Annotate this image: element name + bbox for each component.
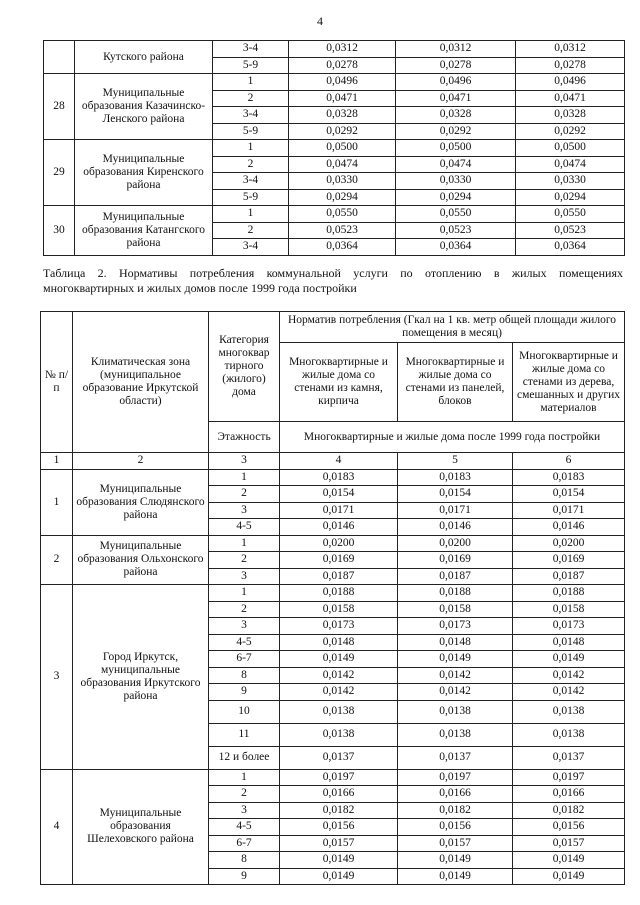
norm-value-4: 0,0149 (280, 651, 398, 668)
floors-cell: 3-4 (213, 107, 289, 124)
norm-value-6: 0,0188 (513, 585, 625, 602)
norm-value-5: 0,0312 (396, 41, 516, 58)
floors-cell: 3 (209, 502, 280, 519)
norm-value-6: 0,0138 (513, 700, 625, 723)
floors-cell: 5-9 (213, 123, 289, 140)
norm-value-4: 0,0142 (280, 667, 398, 684)
norm-value-6: 0,0550 (516, 206, 625, 223)
norm-value-6: 0,0173 (513, 618, 625, 635)
norm-value-6: 0,0149 (513, 852, 625, 869)
norm-value-6: 0,0312 (516, 41, 625, 58)
floors-cell: 1 (209, 469, 280, 486)
norm-value-5: 0,0182 (398, 802, 513, 819)
norm-value-4: 0,0197 (280, 769, 398, 786)
norm-value-5: 0,0471 (396, 90, 516, 107)
norm-value-4: 0,0294 (289, 189, 396, 206)
norm-value-5: 0,0149 (398, 868, 513, 885)
norm-value-5: 0,0157 (398, 835, 513, 852)
norm-value-5: 0,0173 (398, 618, 513, 635)
climate-zone: Муниципальные образования Шелеховского района (73, 769, 209, 885)
floors-cell: 1 (209, 769, 280, 786)
norm-value-4: 0,0137 (280, 746, 398, 769)
norm-value-4: 0,0182 (280, 802, 398, 819)
norm-value-4: 0,0138 (280, 723, 398, 746)
header-floors: Этажность (209, 422, 280, 453)
norm-value-4: 0,0138 (280, 700, 398, 723)
norm-value-4: 0,0169 (280, 552, 398, 569)
table-row (44, 74, 625, 91)
norm-value-6: 0,0169 (513, 552, 625, 569)
norm-value-4: 0,0158 (280, 601, 398, 618)
header-after-1999: Многоквартирные и жилые дома после 1999 года постройки (280, 422, 625, 453)
norm-value-4: 0,0148 (280, 634, 398, 651)
floors-cell: 9 (209, 684, 280, 701)
norm-value-6: 0,0156 (513, 819, 625, 836)
climate-zone: Муниципальные образования Катангского района (75, 206, 213, 256)
header-num: № п/п (41, 312, 73, 453)
norm-value-6: 0,0292 (516, 123, 625, 140)
norm-value-5: 0,0137 (398, 746, 513, 769)
norm-value-6: 0,0142 (513, 684, 625, 701)
header-number-6: 6 (513, 453, 625, 470)
table-row (44, 41, 625, 58)
norm-value-6: 0,0154 (513, 486, 625, 503)
floors-cell: 5-9 (213, 57, 289, 74)
norm-value-6: 0,0142 (513, 667, 625, 684)
norm-value-4: 0,0187 (280, 568, 398, 585)
norm-value-4: 0,0157 (280, 835, 398, 852)
floors-cell: 5-9 (213, 189, 289, 206)
norm-value-6: 0,0523 (516, 222, 625, 239)
floors-cell: 2 (209, 786, 280, 803)
norm-value-4: 0,0149 (280, 868, 398, 885)
norm-value-6: 0,0496 (516, 74, 625, 91)
floors-cell: 3 (209, 568, 280, 585)
floors-cell: 9 (209, 868, 280, 885)
floors-cell: 12 и более (209, 746, 280, 769)
norm-value-4: 0,0550 (289, 206, 396, 223)
norm-value-5: 0,0166 (398, 786, 513, 803)
norm-value-5: 0,0330 (396, 173, 516, 190)
norm-value-4: 0,0364 (289, 239, 396, 256)
floors-cell: 3-4 (213, 173, 289, 190)
row-number: 4 (41, 769, 73, 885)
climate-zone: Муниципальные образования Ольхонского района (73, 535, 209, 585)
norm-value-6: 0,0471 (516, 90, 625, 107)
norm-value-4: 0,0183 (280, 469, 398, 486)
norm-value-4: 0,0171 (280, 502, 398, 519)
floors-cell: 3 (209, 802, 280, 819)
norms-table-continued (43, 40, 625, 256)
norm-value-4: 0,0154 (280, 486, 398, 503)
floors-cell: 4-5 (209, 634, 280, 651)
floors-cell: 2 (209, 486, 280, 503)
floors-cell: 1 (209, 585, 280, 602)
header-number-4: 4 (280, 453, 398, 470)
norm-value-6: 0,0200 (513, 535, 625, 552)
norm-value-5: 0,0138 (398, 723, 513, 746)
floors-cell: 3 (209, 618, 280, 635)
floors-cell: 2 (209, 601, 280, 618)
table-caption: Таблица 2. Нормативы потребления коммунальной услуги по отоплению в жилых помещениях многоквартирных и жилых домов после 1999 года постройки (43, 266, 623, 295)
floors-cell: 1 (213, 206, 289, 223)
norm-value-6: 0,0158 (513, 601, 625, 618)
floors-cell: 2 (209, 552, 280, 569)
norm-value-5: 0,0500 (396, 140, 516, 157)
floors-cell: 1 (213, 74, 289, 91)
norm-value-5: 0,0142 (398, 684, 513, 701)
floors-cell: 3-4 (213, 239, 289, 256)
norm-value-6: 0,0149 (513, 651, 625, 668)
norm-value-4: 0,0278 (289, 57, 396, 74)
norm-value-6: 0,0137 (513, 746, 625, 769)
climate-zone: Муниципальные образования Казачинско-Ленского района (75, 74, 213, 140)
norm-value-5: 0,0149 (398, 852, 513, 869)
norm-value-5: 0,0292 (396, 123, 516, 140)
floors-cell: 6-7 (209, 651, 280, 668)
floors-cell: 8 (209, 667, 280, 684)
norm-value-5: 0,0550 (396, 206, 516, 223)
norm-value-4: 0,0496 (289, 74, 396, 91)
norm-value-4: 0,0149 (280, 852, 398, 869)
norm-value-4: 0,0330 (289, 173, 396, 190)
norm-value-5: 0,0156 (398, 819, 513, 836)
norm-value-5: 0,0294 (396, 189, 516, 206)
norm-value-4: 0,0500 (289, 140, 396, 157)
norm-value-6: 0,0187 (513, 568, 625, 585)
header-col6: Многоквартирные и жилые дома со стенами из дерева, смешанных и других материалов (513, 343, 625, 422)
floors-cell: 10 (209, 700, 280, 723)
norm-value-6: 0,0183 (513, 469, 625, 486)
norm-value-6: 0,0182 (513, 802, 625, 819)
norm-value-6: 0,0171 (513, 502, 625, 519)
norm-value-6: 0,0148 (513, 634, 625, 651)
norm-value-5: 0,0158 (398, 601, 513, 618)
header-col4: Многоквартирные и жилые дома со стенами из камня, кирпича (280, 343, 398, 422)
norm-value-5: 0,0523 (396, 222, 516, 239)
floors-cell: 3-4 (213, 41, 289, 58)
norm-value-6: 0,0138 (513, 723, 625, 746)
norm-value-4: 0,0523 (289, 222, 396, 239)
row-number: 2 (41, 535, 73, 585)
table-row (41, 769, 625, 786)
norm-value-4: 0,0142 (280, 684, 398, 701)
floors-cell: 2 (213, 90, 289, 107)
norm-value-6: 0,0328 (516, 107, 625, 124)
norm-value-5: 0,0496 (396, 74, 516, 91)
norm-value-6: 0,0500 (516, 140, 625, 157)
norm-value-5: 0,0197 (398, 769, 513, 786)
header-number-1: 1 (41, 453, 73, 470)
norm-value-5: 0,0138 (398, 700, 513, 723)
table-row (41, 535, 625, 552)
floors-cell: 4-5 (209, 519, 280, 536)
floors-cell: 4-5 (209, 819, 280, 836)
norm-value-5: 0,0148 (398, 634, 513, 651)
norm-value-4: 0,0173 (280, 618, 398, 635)
norm-value-5: 0,0364 (396, 239, 516, 256)
norm-value-5: 0,0188 (398, 585, 513, 602)
norm-value-6: 0,0330 (516, 173, 625, 190)
floors-cell: 1 (209, 535, 280, 552)
norm-value-5: 0,0142 (398, 667, 513, 684)
norm-value-6: 0,0474 (516, 156, 625, 173)
header-col5: Многоквартирные и жилые дома со стенами из панелей, блоков (398, 343, 513, 422)
norm-value-4: 0,0156 (280, 819, 398, 836)
table-row (44, 206, 625, 223)
norm-value-5: 0,0171 (398, 502, 513, 519)
norm-value-5: 0,0200 (398, 535, 513, 552)
norm-value-5: 0,0146 (398, 519, 513, 536)
norm-value-6: 0,0157 (513, 835, 625, 852)
norm-value-5: 0,0149 (398, 651, 513, 668)
floors-cell: 11 (209, 723, 280, 746)
norm-value-4: 0,0166 (280, 786, 398, 803)
norm-value-6: 0,0364 (516, 239, 625, 256)
header-norm: Норматив потребления (Гкал на 1 кв. метр общей площади жилого помещения в месяц) (280, 312, 625, 343)
header-number-3: 3 (209, 453, 280, 470)
row-number (44, 41, 75, 74)
norm-value-4: 0,0312 (289, 41, 396, 58)
header-number-2: 2 (73, 453, 209, 470)
norm-value-5: 0,0187 (398, 568, 513, 585)
climate-zone: Город Иркутск, муниципальные образования Иркутского района (73, 585, 209, 770)
row-number: 3 (41, 585, 73, 770)
table-row (44, 140, 625, 157)
floors-cell: 2 (213, 222, 289, 239)
header-zone: Климатическая зона (муниципальное образование Иркутской области) (73, 312, 209, 453)
norm-value-5: 0,0183 (398, 469, 513, 486)
header-category: Категория многоквар тирного (жилого) дома (209, 312, 280, 422)
row-number: 29 (44, 140, 75, 206)
norm-value-6: 0,0278 (516, 57, 625, 74)
norm-value-4: 0,0200 (280, 535, 398, 552)
table-row (41, 585, 625, 602)
norm-value-4: 0,0188 (280, 585, 398, 602)
floors-cell: 6-7 (209, 835, 280, 852)
row-number: 30 (44, 206, 75, 256)
floors-cell: 8 (209, 852, 280, 869)
norm-value-4: 0,0471 (289, 90, 396, 107)
row-number: 28 (44, 74, 75, 140)
norm-value-4: 0,0328 (289, 107, 396, 124)
floors-cell: 1 (213, 140, 289, 157)
header-number-5: 5 (398, 453, 513, 470)
norm-value-6: 0,0146 (513, 519, 625, 536)
climate-zone: Муниципальные образования Киренского района (75, 140, 213, 206)
table-row (41, 469, 625, 486)
norm-value-5: 0,0278 (396, 57, 516, 74)
norm-value-5: 0,0154 (398, 486, 513, 503)
page-number: 4 (317, 14, 323, 28)
norm-value-6: 0,0166 (513, 786, 625, 803)
norm-value-5: 0,0474 (396, 156, 516, 173)
norm-value-5: 0,0328 (396, 107, 516, 124)
floors-cell: 2 (213, 156, 289, 173)
norm-value-4: 0,0292 (289, 123, 396, 140)
row-number: 1 (41, 469, 73, 535)
norms-table-2 (40, 311, 625, 885)
climate-zone: Кутского района (75, 41, 213, 74)
climate-zone: Муниципальные образования Слюдянского района (73, 469, 209, 535)
norm-value-5: 0,0169 (398, 552, 513, 569)
norm-value-4: 0,0146 (280, 519, 398, 536)
norm-value-4: 0,0474 (289, 156, 396, 173)
norm-value-6: 0,0149 (513, 868, 625, 885)
norm-value-6: 0,0197 (513, 769, 625, 786)
norm-value-6: 0,0294 (516, 189, 625, 206)
